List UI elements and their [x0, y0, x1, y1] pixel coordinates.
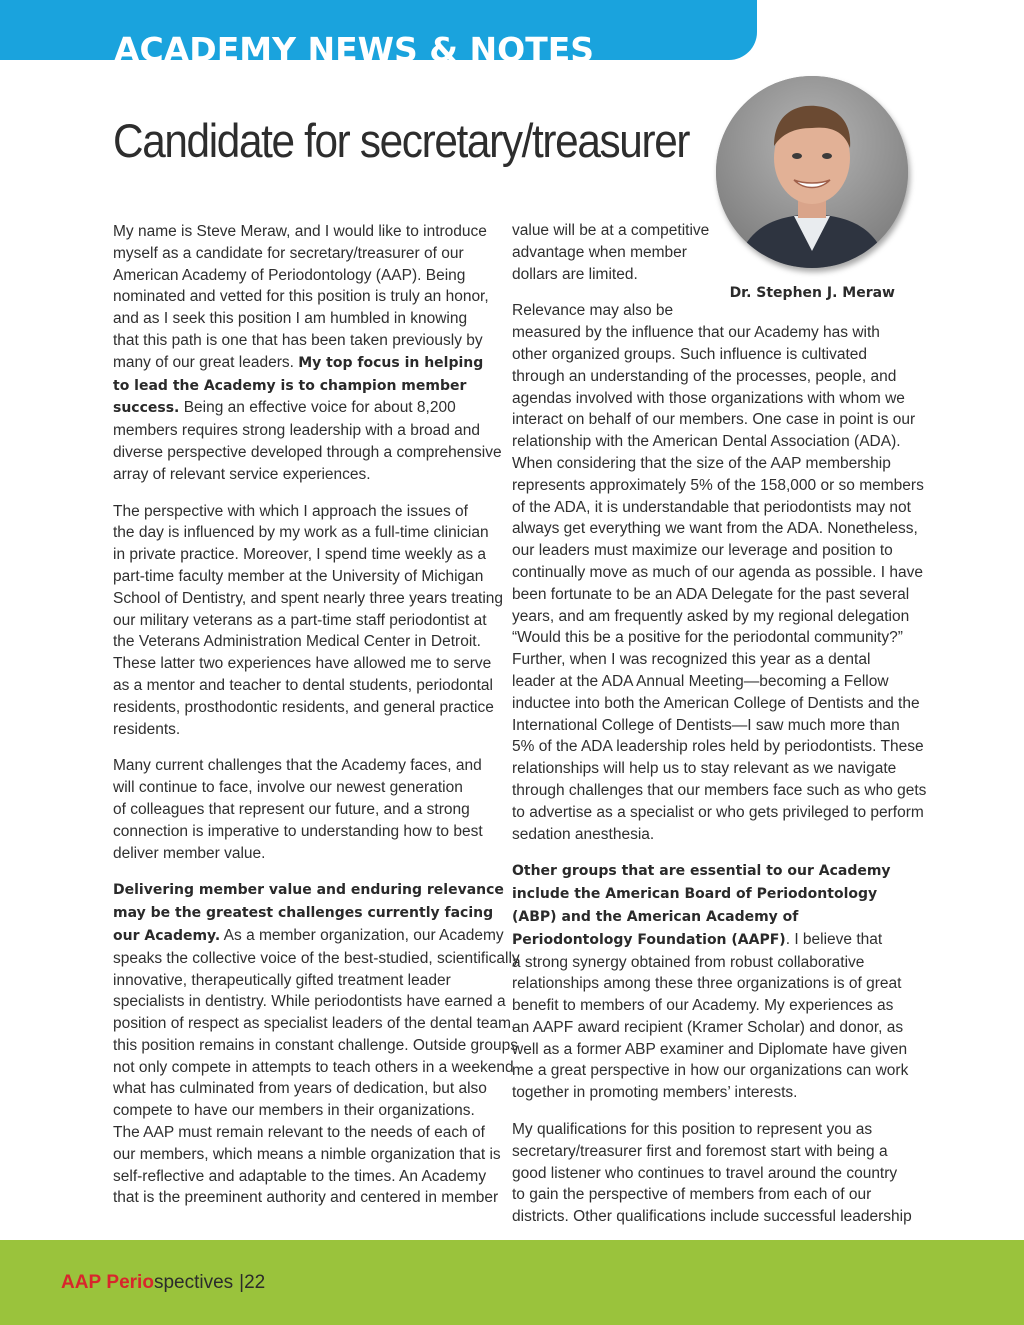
- text-line: represents approximately 5% of the 158,000 or so members: [512, 476, 924, 494]
- text-line: districts. Other qualifications include successful leadership: [512, 1208, 912, 1226]
- text-line: value will be at a competitive: [512, 222, 710, 239]
- text-line: to advertise as a specialist or who gets privileged to perform: [512, 803, 924, 821]
- text-line: together in promoting members’ interests.: [512, 1084, 798, 1102]
- text-line: self-reflective and adaptable to the times. An Academy: [113, 1167, 487, 1185]
- text-line: measured by the influence that our Academy has with: [512, 324, 880, 342]
- paragraph-continued: [512, 220, 902, 285]
- text-line: inductee into both the American College of Dentists and the: [512, 694, 920, 712]
- text-line: [113, 375, 488, 398]
- text-line: International College of Dentists—I saw much more than: [512, 716, 900, 734]
- text-line: [512, 860, 902, 883]
- text-line: nominated and vetted for this position is truly an honor,: [113, 288, 489, 306]
- emphasis-text: success.: [113, 400, 180, 417]
- text-line: relationships will help us to stay relevant as we navigate: [512, 760, 897, 778]
- text-line: good listener who continues to travel around the country: [512, 1164, 898, 1182]
- text-line: a strong synergy obtained from robust collaborative: [512, 953, 865, 971]
- text-line: These latter two experiences have allowed me to serve: [113, 655, 492, 673]
- text-line: agendas involved with those organizations with whom we: [512, 389, 905, 407]
- emphasis-text: Delivering member value and enduring relevance: [113, 882, 504, 899]
- text-line: myself as a candidate for secretary/treasurer of our: [113, 244, 464, 262]
- text-line: [113, 879, 504, 902]
- publication-brand-aap: AAP: [61, 1272, 102, 1293]
- page-number: 22: [244, 1272, 266, 1293]
- text-line: members requires strong leadership with a broad and: [113, 422, 481, 440]
- text-line: residents, prosthodontic residents, and general practice: [113, 698, 494, 716]
- text-line: through challenges that our members face such as who gets: [512, 781, 927, 799]
- text-line: “Would this be a positive for the periodontal community?”: [512, 629, 903, 647]
- text-line: Further, when I was recognized this year as a dental: [512, 651, 871, 669]
- text-line: Relevance may also be: [512, 302, 674, 320]
- text-line: an AAPF award recipient (Kramer Scholar) and donor, as: [512, 1018, 904, 1036]
- text-line: compete to have our members in their organizations.: [113, 1102, 475, 1120]
- text-line: the day is influenced by my work as a full-time clinician: [113, 524, 489, 542]
- text-line: not only compete in attempts to teach others in a weekend: [113, 1058, 514, 1076]
- text-line: When considering that the size of the AAP membership: [512, 454, 891, 472]
- text-line: well as a former ABP examiner and Diplomate have given: [512, 1040, 908, 1058]
- text-line: that is the preeminent authority and centered in member: [113, 1189, 499, 1207]
- text-line: that this path is one that has been taken previously by: [113, 331, 483, 349]
- article-headline: Candidate for secretary/treasurer: [113, 114, 690, 167]
- emphasis-text: My top focus in helping: [298, 354, 484, 371]
- paragraph-challenges: [113, 755, 488, 864]
- paragraph-other-groups: [512, 860, 909, 1104]
- text-line: specialists in dentistry. While periodontists have earned a: [113, 993, 506, 1011]
- text-line: connection is imperative to understanding how to best: [113, 822, 483, 840]
- text-line: me a great perspective in how our organizations can work: [512, 1062, 909, 1080]
- text-line: The perspective with which I approach the issues of: [113, 502, 468, 520]
- folio-separator: |: [239, 1272, 245, 1293]
- text-line: sedation anesthesia.: [512, 825, 655, 843]
- text-line: the Veterans Administration Medical Center in Detroit.: [113, 633, 481, 651]
- text-line: advantage when member: [512, 243, 687, 261]
- section-title: ACADEMY NEWS & NOTES: [114, 30, 595, 60]
- publication-brand-perio: Perio: [106, 1272, 154, 1293]
- text-line: dollars are limited.: [512, 265, 638, 283]
- emphasis-text: our Academy.: [113, 927, 221, 944]
- text-line: relationship with the American Dental Association (ADA).: [512, 433, 901, 451]
- text-line: Many current challenges that the Academy faces, and: [113, 757, 482, 775]
- text-line: part-time faculty member at the University of Michigan: [113, 567, 484, 585]
- paragraph-relevance: [512, 300, 927, 845]
- text-line: years, and am frequently asked by my regional delegation: [512, 607, 910, 625]
- text-line: benefit to members of our Academy. My experiences as: [512, 997, 894, 1015]
- text-line: [113, 397, 488, 420]
- emphasis-text: to lead the Academy is to champion member: [113, 377, 467, 394]
- text-line: position of respect as specialist leaders of the dental team,: [113, 1015, 516, 1033]
- text-line: through an understanding of the processes, people, and: [512, 367, 897, 385]
- text-line: secretary/treasurer first and foremost start with being a: [512, 1142, 888, 1160]
- text-line: [113, 925, 504, 948]
- publication-brand-spectives: spectives: [153, 1272, 234, 1293]
- text-run: . I believe that: [785, 930, 883, 948]
- emphasis-text: Periodontology Foundation (AAPF): [512, 931, 786, 948]
- text-line: My name is Steve Meraw, and I would like to introduce: [113, 223, 487, 240]
- right-column: [512, 220, 927, 1243]
- text-line: as a mentor and teacher to dental students, periodontal: [113, 676, 493, 694]
- text-line: our leaders must maximize our leverage and position to: [512, 542, 893, 560]
- footer-folio: [61, 1271, 265, 1295]
- emphasis-text: Other groups that are essential to our Academy: [512, 863, 891, 880]
- paragraph-member-value: [113, 879, 520, 1209]
- text-line: [512, 906, 902, 929]
- text-line: [512, 883, 902, 906]
- text-line: diverse perspective developed through a comprehensive: [113, 443, 502, 461]
- text-line: [512, 929, 902, 952]
- text-line: School of Dentistry, and spent nearly three years treating: [113, 589, 504, 607]
- emphasis-text: include the American Board of Periodontology: [512, 886, 878, 903]
- text-line: what has culminated from years of dedication, but also: [113, 1080, 487, 1098]
- emphasis-text: (ABP) and the American Academy of: [512, 908, 799, 925]
- text-line: this position remains in constant challenge. Outside groups: [113, 1036, 518, 1054]
- text-line: continually move as much of our agenda as possible. I have: [512, 563, 923, 581]
- text-line: innovative, therapeutically gifted treatment leader: [113, 971, 451, 989]
- text-line: My qualifications for this position to represent you as: [512, 1121, 873, 1139]
- text-run: Being an effective voice for about 8,200: [179, 399, 456, 417]
- text-line: of colleagues that represent our future, and a strong: [113, 800, 470, 818]
- text-line: will continue to face, involve our newest generation: [113, 779, 463, 797]
- text-line: our military veterans as a part-time staff periodontist at: [113, 611, 487, 629]
- paragraph-introduction: [113, 221, 502, 486]
- paragraph-qualifications: [512, 1119, 912, 1228]
- left-column: [113, 221, 520, 1224]
- text-line: 5% of the ADA leadership roles held by periodontists. These: [512, 738, 924, 756]
- text-line: always get everything we want from the ADA. Nonetheless,: [512, 520, 918, 538]
- text-line: array of relevant service experiences.: [113, 465, 371, 483]
- text-line: been fortunate to be an ADA Delegate for the past several: [512, 585, 910, 603]
- text-line: relationships among these three organizations is of great: [512, 975, 902, 993]
- text-line: and as I seek this position I am humbled in knowing: [113, 310, 468, 328]
- text-line: deliver member value.: [113, 844, 266, 862]
- text-run: many of our great leaders.: [113, 353, 299, 371]
- photo-caption: Dr. Stephen J. Meraw: [729, 285, 895, 301]
- text-line: in private practice. Moreover, I spend time weekly as a: [113, 546, 487, 564]
- text-line: other organized groups. Such influence is cultivated: [512, 345, 867, 363]
- text-line: of the ADA, it is understandable that periodontists may not: [512, 498, 911, 516]
- text-line: American Academy of Periodontology (AAP). Being: [113, 266, 466, 284]
- text-line: residents.: [113, 720, 181, 738]
- text-line: speaks the collective voice of the best-studied, scientifically: [113, 949, 520, 967]
- text-line: [113, 902, 494, 925]
- text-line: our members, which means a nimble organization that is: [113, 1145, 501, 1163]
- emphasis-text: may be the greatest challenges currently facing: [113, 905, 494, 922]
- text-run: As a member organization, our Academy: [220, 926, 504, 944]
- text-line: leader at the ADA Annual Meeting—becoming a Fellow: [512, 672, 889, 690]
- paragraph-perspective: [113, 501, 504, 741]
- text-line: [113, 352, 488, 375]
- text-line: to gain the perspective of members from each of our: [512, 1186, 872, 1204]
- text-line: interact on behalf of our members. One case in point is our: [512, 411, 916, 429]
- text-line: The AAP must remain relevant to the needs of each of: [113, 1124, 485, 1142]
